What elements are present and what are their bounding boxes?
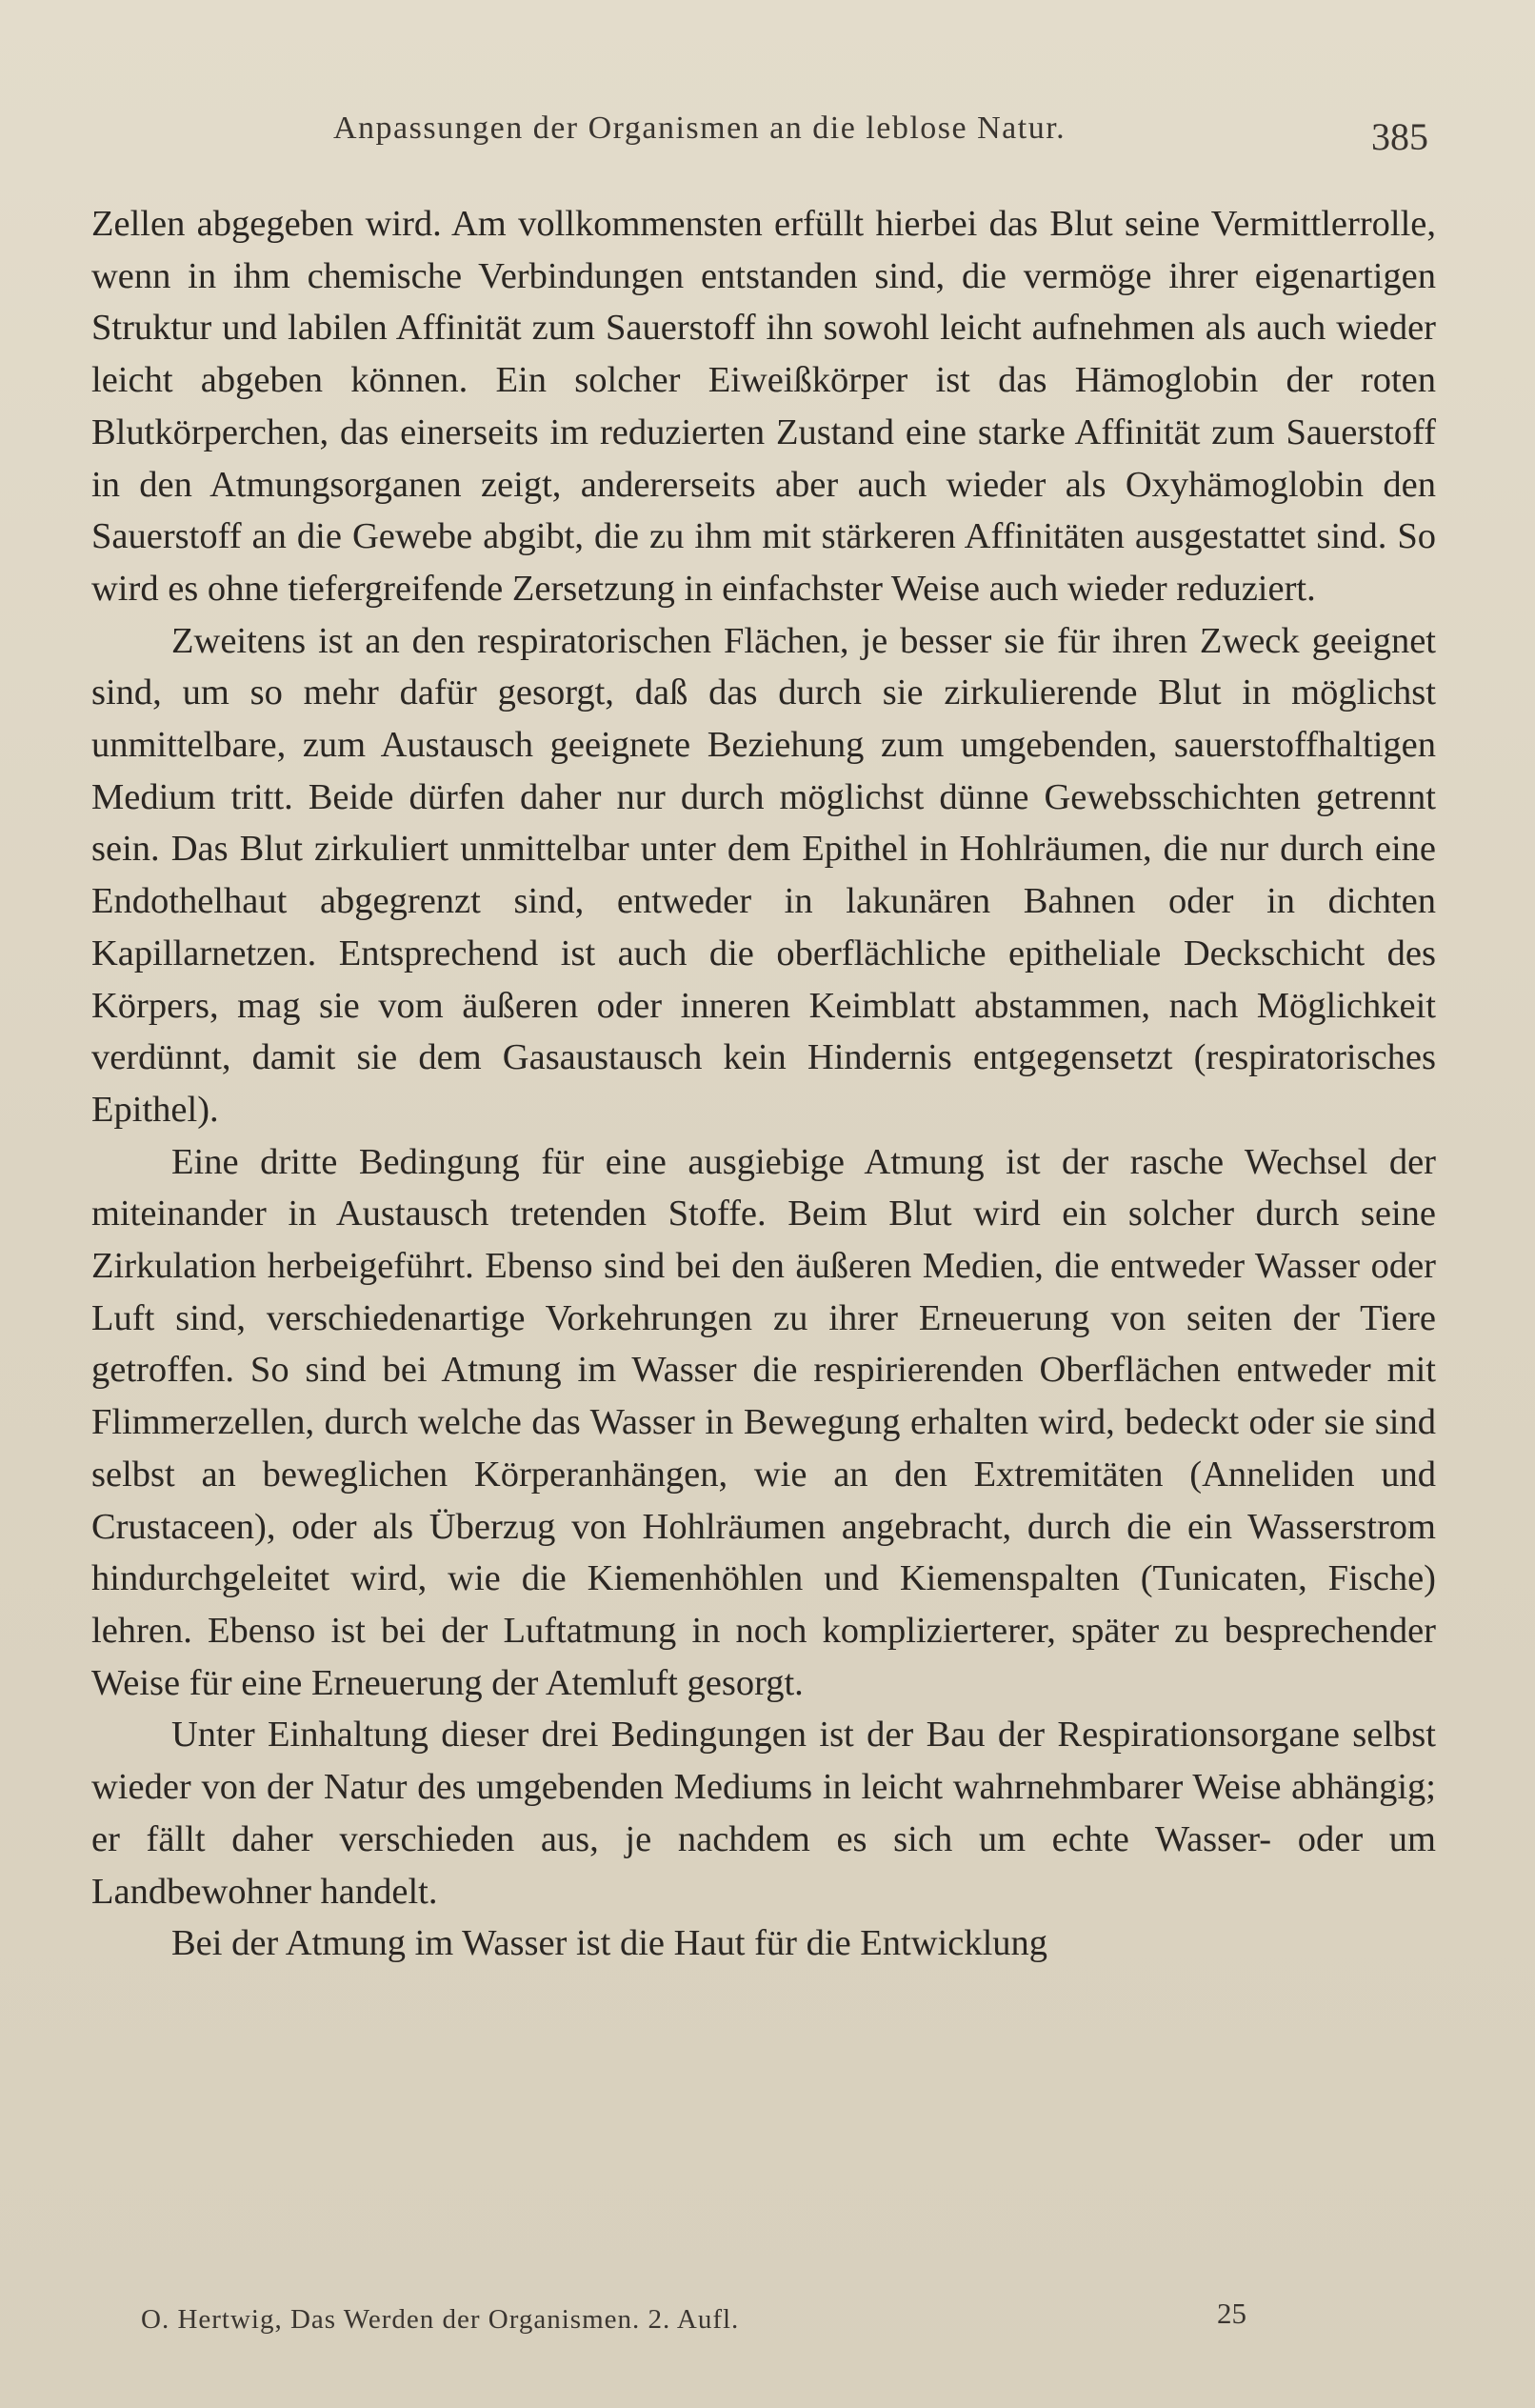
running-title: Anpassungen der Organismen an die leblose Natur. [333,110,1067,146]
signature-mark: 25 [1217,2297,1246,2330]
footer-citation: O. Hertwig, Das Werden der Organismen. 2. Aufl. [141,2304,740,2335]
page-number: 385 [1371,115,1428,158]
paragraph-2: Zweitens ist an den respiratorischen Flächen, je besser sie für ihren Zweck geeignet sind, um so mehr dafür gesorgt, daß das durch sie zirkulierende Blut in möglichst unmittelbare, zum Austausch geeignete Beziehung zum umgebenden, sauerstoffhaltigen Medium tritt. Beide dürfen daher nur durch möglichst dünne Gewebsschichten getrennt sein. Das Blut zirkuliert unmittelbar unter dem Epithel in Hohlräumen, die nur durch eine Endothelhaut abgegrenzt sind, entweder in lakunären Bahnen oder in dichten Kapillarnetzen. Entsprechend ist auch die oberflächliche epitheliale Deckschicht des Körpers, mag sie vom äußeren oder inneren Keimblatt abstammen, nach Möglichkeit verdünnt, damit sie dem Gasaustausch kein Hindernis entgegensetzt (respiratorisches Epithel). [91,620,1436,1130]
paragraph-1: Zellen abgegeben wird. Am vollkommensten erfüllt hierbei das Blut seine Vermittlerrolle, wenn in ihm chemische Verbindungen entstanden sind, die vermöge ihrer eigenartigen Struktur und labilen Affinität zum Sauerstoff ihn sowohl leicht aufnehmen als auch wieder leicht abgeben können. Ein solcher Eiweißkörper ist das Hämoglobin der roten Blutkörperchen, das einerseits im reduzierten Zustand eine starke Affinität zum Sauerstoff in den Atmungsorganen zeigt, andererseits aber auch wieder als Oxyhämoglobin den Sauerstoff an die Gewebe abgibt, die zu ihm mit stärkeren Affinitäten ausgestattet sind. So wird es ohne tiefergreifende Zersetzung in einfachster Weise auch wieder reduziert. [91,204,1436,609]
page-footer [0,2297,1535,2348]
body-text [91,198,1436,1970]
paragraph-5: Bei der Atmung im Wasser ist die Haut für die Entwicklung [171,1923,1048,1964]
running-head [0,107,1535,158]
paragraph-3: Eine dritte Bedingung für eine ausgiebige Atmung ist der rasche Wechsel der miteinander in Austausch tretenden Stoffe. Beim Blut wird ein solcher durch seine Zirkulation herbeigeführt. Ebenso sind bei den äußeren Medien, die entweder Wasser oder Luft sind, verschiedenartige Vorkehrungen zu ihrer Erneuerung von seiten der Tiere getroffen. So sind bei Atmung im Wasser die respirierenden Oberflächen entweder mit Flimmerzellen, durch welche das Wasser in Bewegung erhalten wird, bedeckt oder sie sind selbst an beweglichen Körperanhängen, wie an den Extremitäten (Anneliden und Crustaceen), oder als Überzug von Hohlräumen angebracht, durch die ein Wasserstrom hindurchgeleitet wird, wie die Kiemenhöhlen und Kiemenspalten (Tunicaten, Fische) lehren. Ebenso ist bei der Luftatmung in noch komplizierterer, später zu besprechender Weise für eine Erneuerung der Atemluft gesorgt. [91,1141,1436,1703]
paragraph-4: Unter Einhaltung dieser drei Bedingungen ist der Bau der Respirationsorgane selbst wieder von der Natur des umgebenden Mediums in leicht wahrnehmbarer Weise abhängig; er fällt daher verschieden aus, je nachdem es sich um echte Wasser- oder um Landbewohner handelt. [91,1715,1436,1912]
